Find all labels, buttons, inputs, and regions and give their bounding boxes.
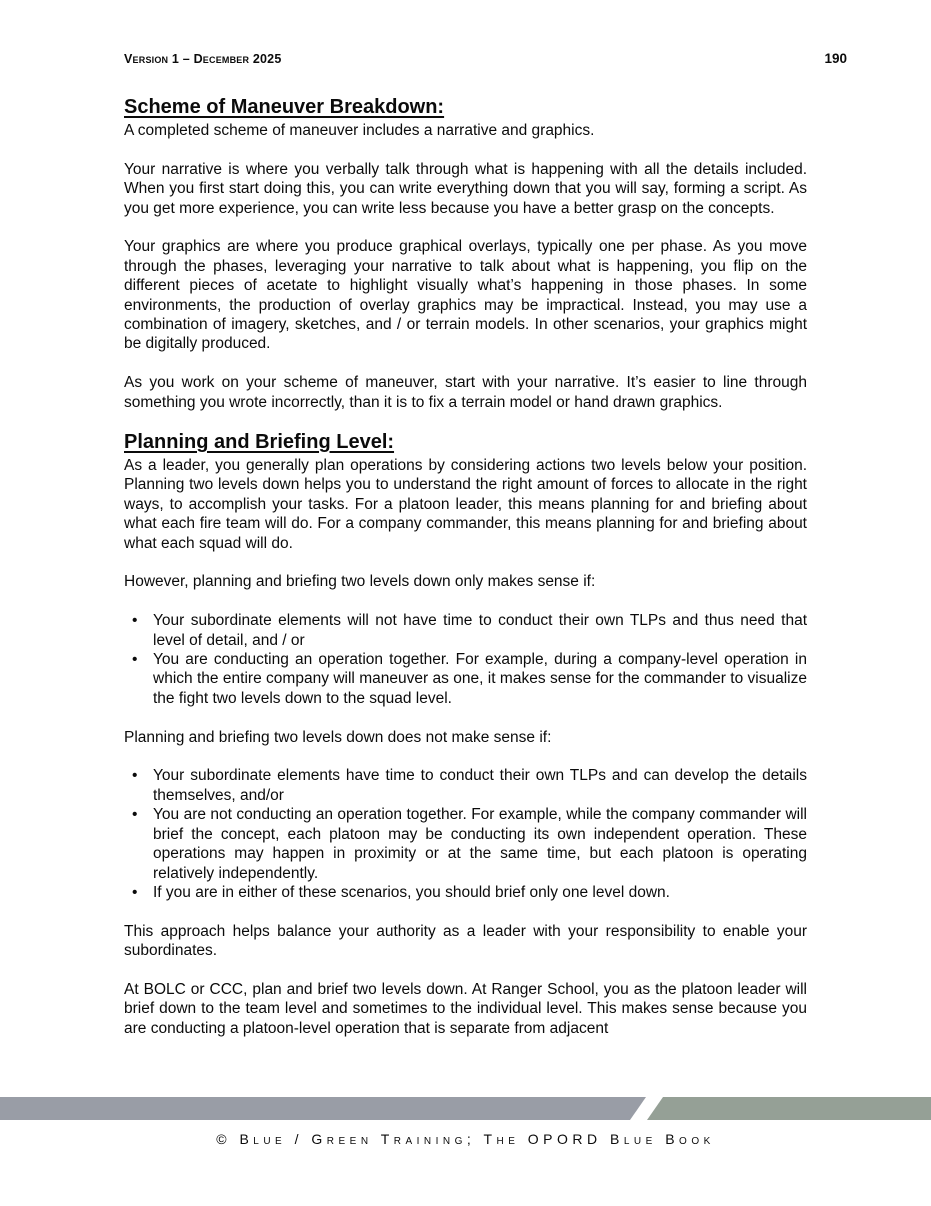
- paragraph: This approach helps balance your authority as a leader with your responsibility to enable your subordinates.: [124, 922, 807, 960]
- paragraph: A completed scheme of maneuver includes a narrative and graphics.: [124, 122, 595, 139]
- bullet-list-makes-sense: [124, 611, 807, 708]
- list-intro: However, planning and briefing two levels down only makes sense if:: [124, 573, 596, 591]
- bullet-list-does-not-make-sense: [124, 766, 807, 902]
- version-label: Version 1 – December 2025: [124, 52, 282, 66]
- page-number: 190: [824, 51, 847, 66]
- section-heading-scheme-of-maneuver: Scheme of Maneuver Breakdown:: [124, 96, 445, 118]
- footer-decorative-band: [0, 1097, 931, 1120]
- list-item: • Your subordinate elements have time to conduct their own TLPs and can develop the details themselves, and/or: [124, 766, 807, 805]
- list-item: • You are not conducting an operation together. For example, while the company commander will brief the concept, each platoon may be conducting its own independent operation. These operations may happen in proximity or at the same time, but each platoon is operating relatively independently.: [124, 805, 807, 883]
- paragraph: As a leader, you generally plan operations by considering actions two levels below your position. Planning two levels down helps you to understand the right amount of forces to allocate in the right ways, to accomplish your tasks. For a platoon leader, this means planning for and briefing about what each fire team will do. For a company commander, this means planning for and briefing about what each squad will do.: [124, 457, 807, 552]
- list-intro: Planning and briefing two levels down does not make sense if:: [124, 728, 552, 746]
- paragraph: Your graphics are where you produce graphical overlays, typically one per phase. As you move through the phases, leveraging your narrative to talk about what is happening, you flip on the different pieces of acetate to highlight visually what’s happening in those phases. In some environments, the production of overlay graphics may be impractical. Instead, you may use a combination of imagery, sketches, and / or terrain models. In other scenarios, your graphics might be digitally produced.: [124, 238, 807, 353]
- list-item: • Your subordinate elements will not have time to conduct their own TLPs and thus need that level of detail, and / or: [124, 611, 807, 650]
- section-heading-planning-briefing-level: Planning and Briefing Level:: [124, 431, 395, 454]
- page-header: [124, 51, 847, 66]
- paragraph: Your narrative is where you verbally talk through what is happening with all the details included. When you first start doing this, you can write everything down that you will say, forming a script. As you get more experience, you can write less because you have a better grasp on the concepts.: [124, 160, 807, 217]
- list-item: • If you are in either of these scenarios, you should brief only one level down.: [124, 883, 807, 902]
- footer-copyright: © Blue / Green Training; The OPORD Blue Book: [216, 1131, 715, 1147]
- paragraph: At BOLC or CCC, plan and brief two levels down. At Ranger School, you as the platoon leader will brief down to the team level and sometimes to the individual level. This makes sense because you are conducting a platoon-level operation that is separate from adjacent: [124, 980, 807, 1037]
- page-content: [124, 96, 807, 1038]
- paragraph: As you work on your scheme of maneuver, start with your narrative. It’s easier to line through something you wrote incorrectly, than it is to fix a terrain model or hand drawn graphics.: [124, 374, 807, 411]
- list-item: • You are conducting an operation together. For example, during a company-level operation in which the entire company will maneuver as one, it makes sense for the commander to visualize the fight two levels down to the squad level.: [124, 650, 807, 708]
